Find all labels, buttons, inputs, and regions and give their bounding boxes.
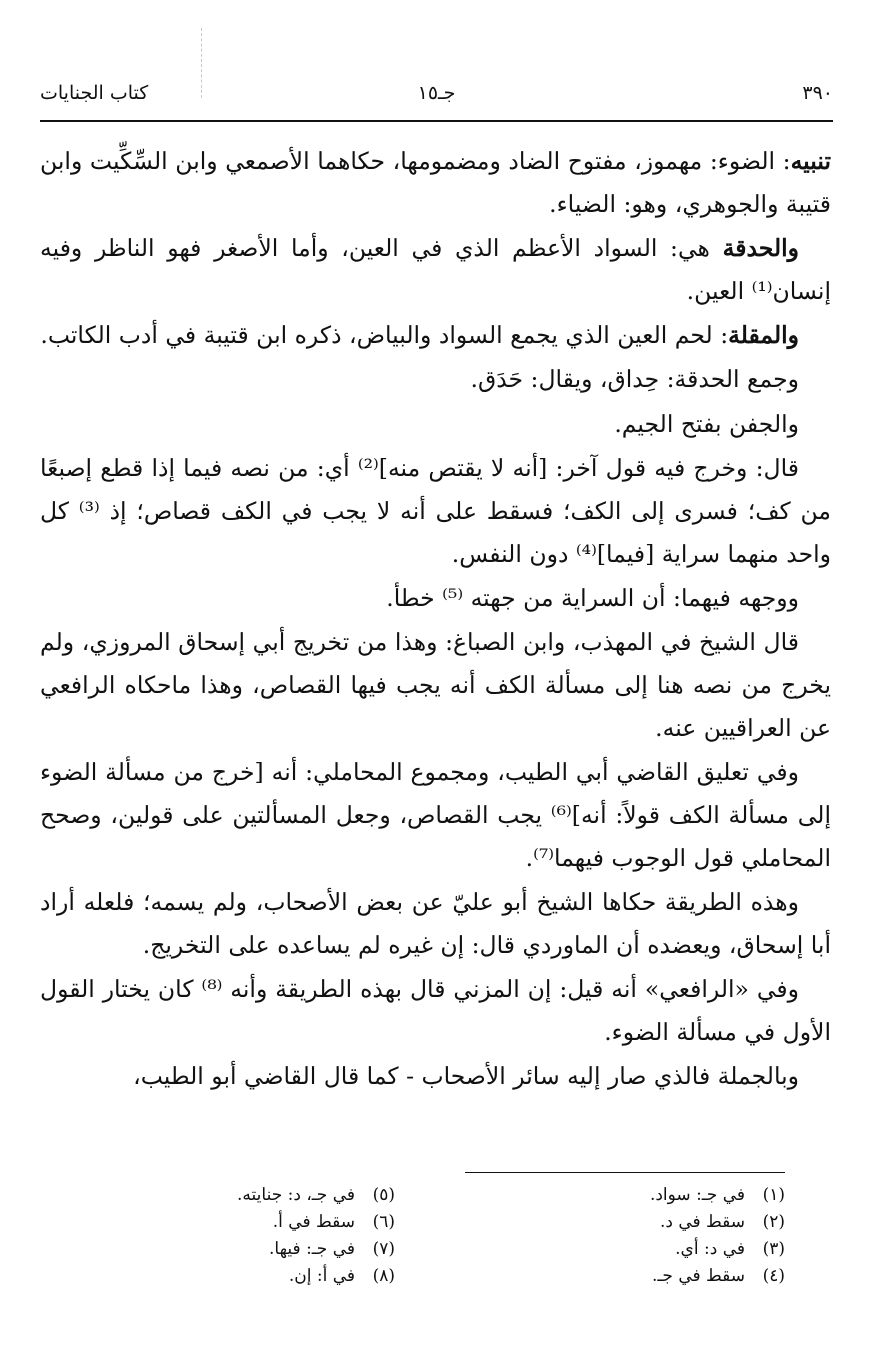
footnote-text: في جـ: سواد. — [649, 1185, 745, 1205]
paragraph — [40, 403, 831, 446]
footnote-number: (٧) — [372, 1239, 395, 1259]
footnote — [465, 1182, 785, 1209]
paragraph-text: وجمع الحدقة: حِداق، ويقال: حَدَق. — [470, 365, 799, 394]
footnote-text: في جـ، د: جنايته. — [237, 1185, 355, 1205]
paragraph-text: وهذه الطريقة حكاها الشيخ أبو عليّ عن بعض الأصحاب، ولم يسمه؛ فلعله أراد أبا إسحاق، ويعضده أن الماوردي قال: إن غيره لم يساعده على التخريج. — [40, 888, 831, 959]
paragraph — [40, 140, 831, 226]
footnote-text: في جـ: فيها. — [269, 1239, 355, 1259]
footnote-number: (٨) — [372, 1266, 395, 1286]
footnote-number: (٢) — [762, 1212, 785, 1232]
paragraph — [40, 1055, 831, 1098]
footnote-text: سقط في أ. — [272, 1212, 355, 1232]
footnote-number: (١) — [762, 1185, 785, 1205]
footnote-text: سقط في د. — [659, 1212, 745, 1232]
paragraph-lead: تنبيه — [790, 147, 831, 175]
paragraph-text: ووجهه فيهما: أن السراية من جهته ⁽⁵⁾ خطأ. — [386, 583, 799, 612]
footnote — [465, 1263, 785, 1290]
footnote — [75, 1263, 395, 1290]
paragraph — [40, 447, 831, 575]
footnote-column-right — [465, 1182, 785, 1290]
paragraph-text: وفي تعليق القاضي أبي الطيب، ومجموع المحاملي: أنه [خرج من مسألة الضوء إلى مسألة الكف قولاً: أنه]⁽⁶⁾ يجب القصاص، وجعل المسألتين على قولين، وصحح المحاملي قول الوجوب فيهما⁽⁷⁾. — [40, 758, 831, 872]
paragraph-text: هي: السواد الأعظم الذي في العين، وأما الأصغر فهو الناظر وفيه إنسان⁽¹⁾ العين. — [40, 234, 831, 305]
footnote-rule — [465, 1172, 785, 1173]
footnote-column-left — [75, 1182, 395, 1290]
paragraph — [40, 358, 831, 401]
page-number: ٣٩٠ — [802, 82, 833, 104]
paragraph — [40, 227, 831, 313]
paragraph — [40, 314, 831, 357]
paragraph-text: : الضوء: مهموز، مفتوح الضاد ومضمومها، حكاهما الأصمعي وابن السِّكِّيت وابن قتيبة والجوهري، وهو: الضياء. — [40, 147, 831, 218]
footnote — [465, 1236, 785, 1263]
paragraph-text: قال: وخرج فيه قول آخر: [أنه لا يقتص منه]⁽²⁾ أي: من نصه فيما إذا قطع إصبعًا من كف؛ فسرى إلى الكف؛ فسقط على أنه لا يجب في الكف قصاص؛ إذ ⁽³⁾ كل واحد منهما سراية [فيما]⁽⁴⁾ دون النفس. — [40, 454, 831, 568]
paragraph-text: قال الشيخ في المهذب، وابن الصباغ: وهذا من تخريج أبي إسحاق المروزي، ولم يخرج من نصه هنا إلى مسألة الكف أنه يجب فيها القصاص، وهذا ماحكاه الرافعي عن العراقيين عنه. — [40, 628, 831, 742]
footnote-text: في أ: إن. — [288, 1266, 355, 1286]
volume-label: جـ١٥ — [417, 82, 456, 104]
paragraph — [40, 881, 831, 967]
footnote — [75, 1236, 395, 1263]
main-text — [40, 140, 831, 1100]
paragraph — [40, 621, 831, 749]
footnote-number: (٥) — [372, 1185, 395, 1205]
footnote-number: (٤) — [762, 1266, 785, 1286]
header-rule — [40, 120, 833, 122]
footnote-text: في د: أي. — [675, 1239, 745, 1259]
running-header — [40, 82, 833, 116]
footnote-number: (٦) — [372, 1212, 395, 1232]
paragraph-text: وبالجملة فالذي صار إليه سائر الأصحاب - كما قال القاضي أبو الطيب، — [133, 1062, 799, 1091]
paragraph-lead: والحدقة — [722, 234, 799, 263]
paragraph-text: وفي «الرافعي» أنه قيل: إن المزني قال بهذه الطريقة وأنه ⁽⁸⁾ كان يختار القول الأول في مسألة الضوء. — [40, 975, 831, 1046]
paragraph — [40, 577, 831, 620]
paragraph-lead: والمقلة — [728, 321, 799, 350]
book-title: كتاب الجنايات — [40, 82, 149, 104]
footnote — [75, 1182, 395, 1209]
footnote — [75, 1209, 395, 1236]
footnote-number: (٣) — [762, 1239, 785, 1259]
paragraph — [40, 968, 831, 1054]
paragraph-text: والجفن بفتح الجيم. — [614, 409, 799, 438]
paragraph-text: : لحم العين الذي يجمع السواد والبياض، ذكره ابن قتيبة في أدب الكاتب. — [40, 321, 729, 350]
paragraph — [40, 751, 831, 879]
footnote-text: سقط في جـ. — [652, 1266, 745, 1286]
footnote — [465, 1209, 785, 1236]
